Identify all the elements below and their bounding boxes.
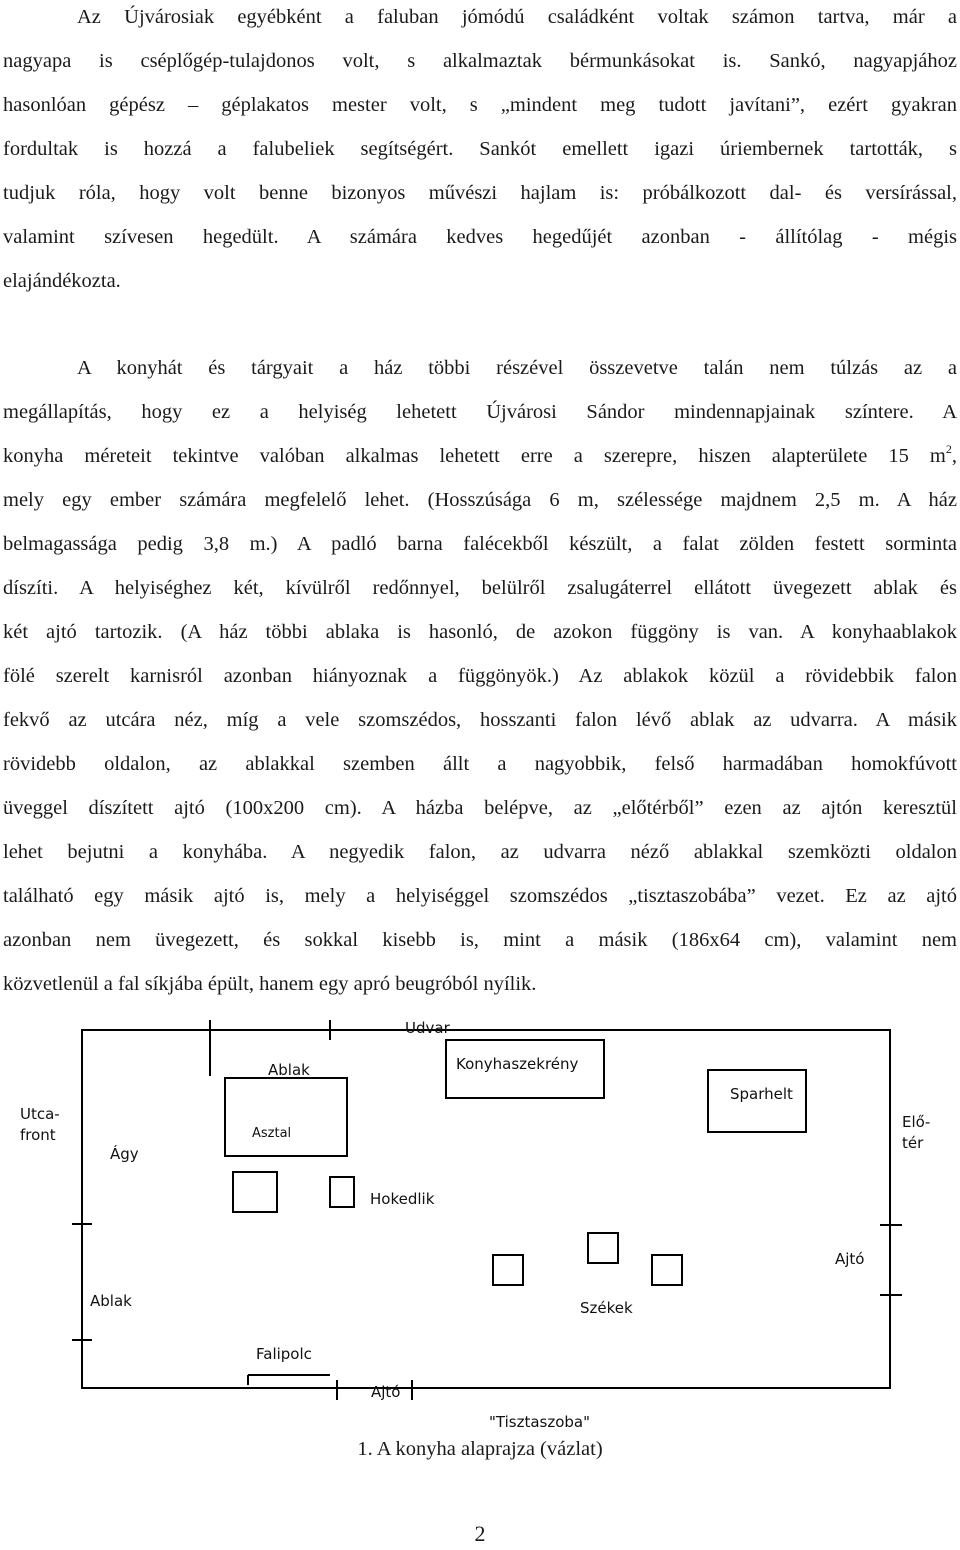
label-utcafront-1: Utca- <box>20 1105 60 1123</box>
text-line: valamint szívesen hegedült. A számára kedves hegedűjét azonban - állítólag - mégis <box>3 226 957 248</box>
text-line: rövidebb oldalon, az ablakkal szemben állt a nagyobbik, felső harmadában homokfúvott <box>3 753 957 775</box>
paragraph-2 <box>3 346 957 1006</box>
label-ablak-left: Ablak <box>90 1292 132 1310</box>
label-hokedlik: Hokedlik <box>370 1190 435 1208</box>
label-eloter-2: tér <box>902 1134 924 1152</box>
figure-caption: 1. A konyha alaprajza (vázlat) <box>357 1438 603 1460</box>
outer-wall <box>82 1030 890 1388</box>
label-asztal: Asztal <box>252 1126 292 1141</box>
text-line: belmagassága pedig 3,8 m.) A padló barna falécekből készült, a falat zölden festett sorminta <box>3 533 957 555</box>
text-line: Az Újvárosiak egyébként a faluban jómódú családként voltak számon tartva, már a <box>77 6 957 28</box>
label-eloter-1: Elő- <box>902 1113 931 1131</box>
chair <box>588 1233 618 1263</box>
stool <box>233 1172 277 1212</box>
page-number: 2 <box>474 1521 486 1546</box>
text-line: fölé szerelt karnisról azonban hiányoznak a függönyök.) Az ablakok közül a rövidebbik falon <box>3 665 957 687</box>
text-line: tudjuk róla, hogy volt benne bizonyos művészi hajlam is: próbálkozott dal- és versírással, <box>3 182 957 204</box>
text-line: fekvő az utcára néz, míg a vele szomszédos, hosszanti falon lévő ablak az udvarra. A másik <box>3 709 957 731</box>
label-udvar: Udvar <box>405 1019 450 1037</box>
label-szekek: Székek <box>580 1299 633 1317</box>
text-line: fordultak is hozzá a falubeliek segítségért. Sankót emellett igazi úriembernek tartották, s <box>3 138 957 160</box>
floor-plan <box>0 1010 960 1440</box>
text-line: mely egy ember számára megfelelő lehet. (Hosszúsága 6 m, szélessége majdnem 2,5 m. A ház <box>3 489 957 511</box>
text-line: elajándékozta. <box>3 270 121 292</box>
label-sparhelt: Sparhelt <box>730 1085 793 1103</box>
text-line: azonban nem üvegezett, és sokkal kisebb is, mint a másik (186x64 cm), valamint nem <box>3 929 957 951</box>
label-ajto-right: Ajtó <box>835 1250 865 1268</box>
text-line: üveggel díszített ajtó (100x200 cm). A házba belépve, az „előtérből” ezen az ajtón keresztül <box>3 797 957 819</box>
stool <box>330 1177 354 1207</box>
text-line: hasonlóan gépész – géplakatos mester volt, s „mindent meg tudott javítani”, ezért gyakran <box>3 94 957 116</box>
label-konyhaszekreny: Konyhaszekrény <box>456 1055 579 1073</box>
text-line: lehet bejutni a konyhába. A negyedik falon, az udvarra néző ablakkal szemközti oldalon <box>3 841 957 863</box>
chair <box>652 1255 682 1285</box>
text-line: A konyhát és tárgyait a ház többi részével összevetve talán nem túlzás az a <box>77 357 957 379</box>
label-falipolc: Falipolc <box>256 1345 312 1363</box>
text-line-suffix: , <box>951 445 957 467</box>
text-line-with-superscript <box>3 434 957 478</box>
table <box>225 1078 347 1156</box>
chair <box>493 1255 523 1285</box>
label-tisztaszoba: "Tisztaszoba" <box>489 1413 591 1431</box>
superscript: 2 <box>945 442 952 456</box>
text-line-main: konyha méreteit tekintve valóban alkalmas lehetett erre a szerepre, hiszen alapterülete 15 m <box>3 445 946 467</box>
text-line: megállapítás, hogy ez a helyiség lehetett Újvárosi Sándor mindennapjainak színtere. A <box>3 401 957 423</box>
text-line: díszíti. A helyiséghez két, kívülről redőnnyel, belülről zsalugáterrel ellátott üvegezett ablak és <box>3 577 957 599</box>
text-line: két ajtó tartozik. (A ház többi ablaka is hasonló, de azokon függöny is van. A konyhaablakok <box>3 621 957 643</box>
text-line: közvetlenül a fal síkjába épült, hanem egy apró beugróból nyílik. <box>3 973 537 995</box>
label-agy: Ágy <box>110 1145 139 1163</box>
label-utcafront-2: front <box>20 1126 56 1144</box>
label-ajto-bottom: Ajtó <box>371 1383 401 1401</box>
label-ablak-top: Ablak <box>268 1061 310 1079</box>
text-line: található egy másik ajtó is, mely a helyiséggel szomszédos „tisztaszobába” vezet. Ez az ajtó <box>3 885 957 907</box>
text-line: nagyapa is cséplőgép-tulajdonos volt, s alkalmaztak bérmunkásokat is. Sankó, nagyapjához <box>3 50 957 72</box>
paragraph-1 <box>3 0 957 303</box>
